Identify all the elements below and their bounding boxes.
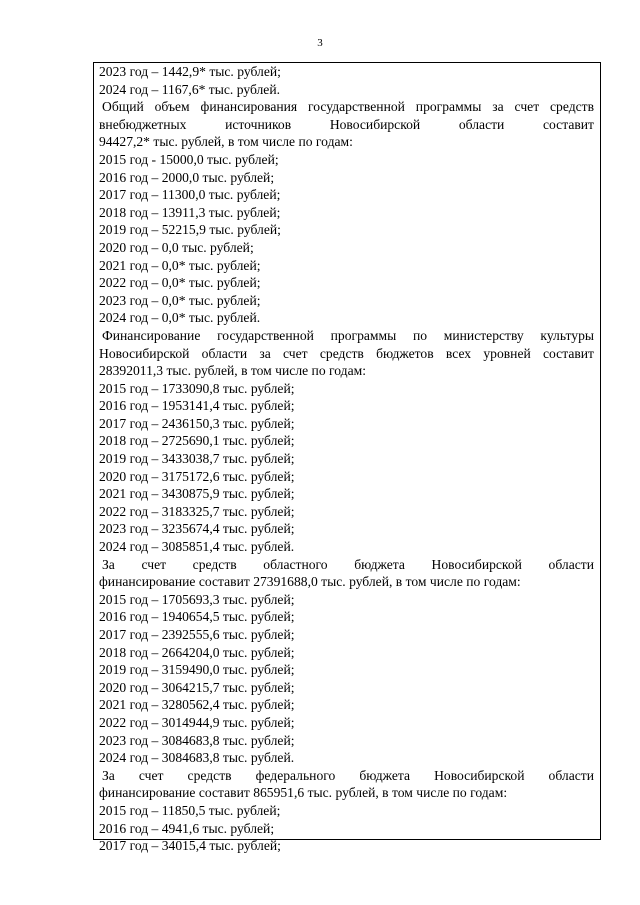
paragraph-line: внебюджетных источников Новосибирской области составит: [99, 116, 594, 132]
year-line: 2018 год – 2664204,0 тыс. рублей;: [99, 644, 295, 660]
paragraph-line: 28392011,3 тыс. рублей, в том числе по годам:: [99, 363, 366, 379]
year-line: 2021 год – 3280562,4 тыс. рублей;: [99, 697, 295, 713]
year-line: 2024 год – 1167,6* тыс. рублей.: [99, 81, 281, 97]
year-line: 2015 год – 1733090,8 тыс. рублей;: [99, 380, 295, 396]
year-line: 2017 год – 2436150,3 тыс. рублей;: [99, 415, 295, 431]
paragraph-line: За счет средств федерального бюджета Новосибирской области: [102, 767, 594, 783]
year-line: 2015 год – 11850,5 тыс. рублей;: [99, 802, 281, 818]
year-line: 2022 год – 0,0* тыс. рублей;: [99, 275, 261, 291]
year-line: 2020 год – 0,0 тыс. рублей;: [99, 239, 254, 255]
year-line: 2019 год – 52215,9 тыс. рублей;: [99, 222, 281, 238]
year-line: 2024 год – 3084683,8 тыс. рублей.: [99, 750, 295, 766]
paragraph: [99, 327, 594, 380]
paragraph-line: 94427,2* тыс. рублей, в том числе по годам:: [99, 134, 353, 150]
paragraph-line: Новосибирской области за счет средств бюджетов всех уровней составит: [99, 345, 594, 361]
year-line: 2017 год – 34015,4 тыс. рублей;: [99, 838, 281, 854]
year-line: 2023 год – 0,0* тыс. рублей;: [99, 292, 261, 308]
document-frame: [93, 62, 601, 854]
year-line: 2015 год – 1705693,3 тыс. рублей;: [99, 591, 295, 607]
year-line: 2024 год – 3085851,4 тыс. рублей.: [99, 539, 295, 555]
paragraph-line: За счет средств областного бюджета Новосибирской области: [102, 556, 594, 572]
paragraph: [99, 556, 594, 591]
paragraph-line: Общий объем финансирования государственной программы за счет средств: [102, 99, 594, 115]
year-line: 2023 год – 3084683,8 тыс. рублей;: [99, 732, 295, 748]
paragraph-line: Финансирование государственной программы по министерству культуры: [102, 327, 594, 343]
year-line: 2021 год – 0,0* тыс. рублей;: [99, 257, 261, 273]
year-line: 2021 год – 3430875,9 тыс. рублей;: [99, 486, 295, 502]
page-number: 3: [317, 37, 323, 49]
year-line: 2017 год – 2392555,6 тыс. рублей;: [99, 627, 295, 642]
year-line: 2022 год – 3014944,9 тыс. рублей;: [99, 714, 295, 730]
year-line: 2016 год – 4941,6 тыс. рублей;: [99, 820, 275, 836]
year-line: 2019 год – 3433038,7 тыс. рублей;: [99, 451, 295, 467]
year-line: 2023 год – 1442,9* тыс. рублей;: [99, 64, 281, 79]
paragraph-line: финансирование составит 27391688,0 тыс. рублей, в том числе по годам:: [99, 574, 521, 590]
year-line: 2019 год – 3159490,0 тыс. рублей;: [99, 662, 295, 678]
year-line: 2020 год – 3064215,7 тыс. рублей;: [99, 679, 295, 695]
year-line: 2016 год – 1953141,4 тыс. рублей;: [99, 398, 295, 414]
year-line: 2022 год – 3183325,7 тыс. рублей;: [99, 503, 295, 519]
year-line: 2015 год - 15000,0 тыс. рублей;: [99, 151, 279, 167]
year-line: 2018 год – 2725690,1 тыс. рублей;: [99, 433, 295, 449]
year-line: 2020 год – 3175172,6 тыс. рублей;: [99, 468, 295, 484]
year-line: 2018 год – 13911,3 тыс. рублей;: [99, 204, 281, 220]
year-line: 2016 год – 1940654,5 тыс. рублей;: [99, 609, 295, 625]
paragraph: [99, 767, 594, 802]
year-line: 2024 год – 0,0* тыс. рублей.: [99, 310, 261, 326]
paragraph: [99, 98, 594, 151]
year-line: 2016 год – 2000,0 тыс. рублей;: [99, 169, 275, 185]
paragraph-line: финансирование составит 865951,6 тыс. рублей, в том числе по годам:: [99, 785, 508, 801]
year-line: 2023 год – 3235674,4 тыс. рублей;: [99, 521, 295, 537]
year-line: 2017 год – 11300,0 тыс. рублей;: [99, 187, 281, 203]
